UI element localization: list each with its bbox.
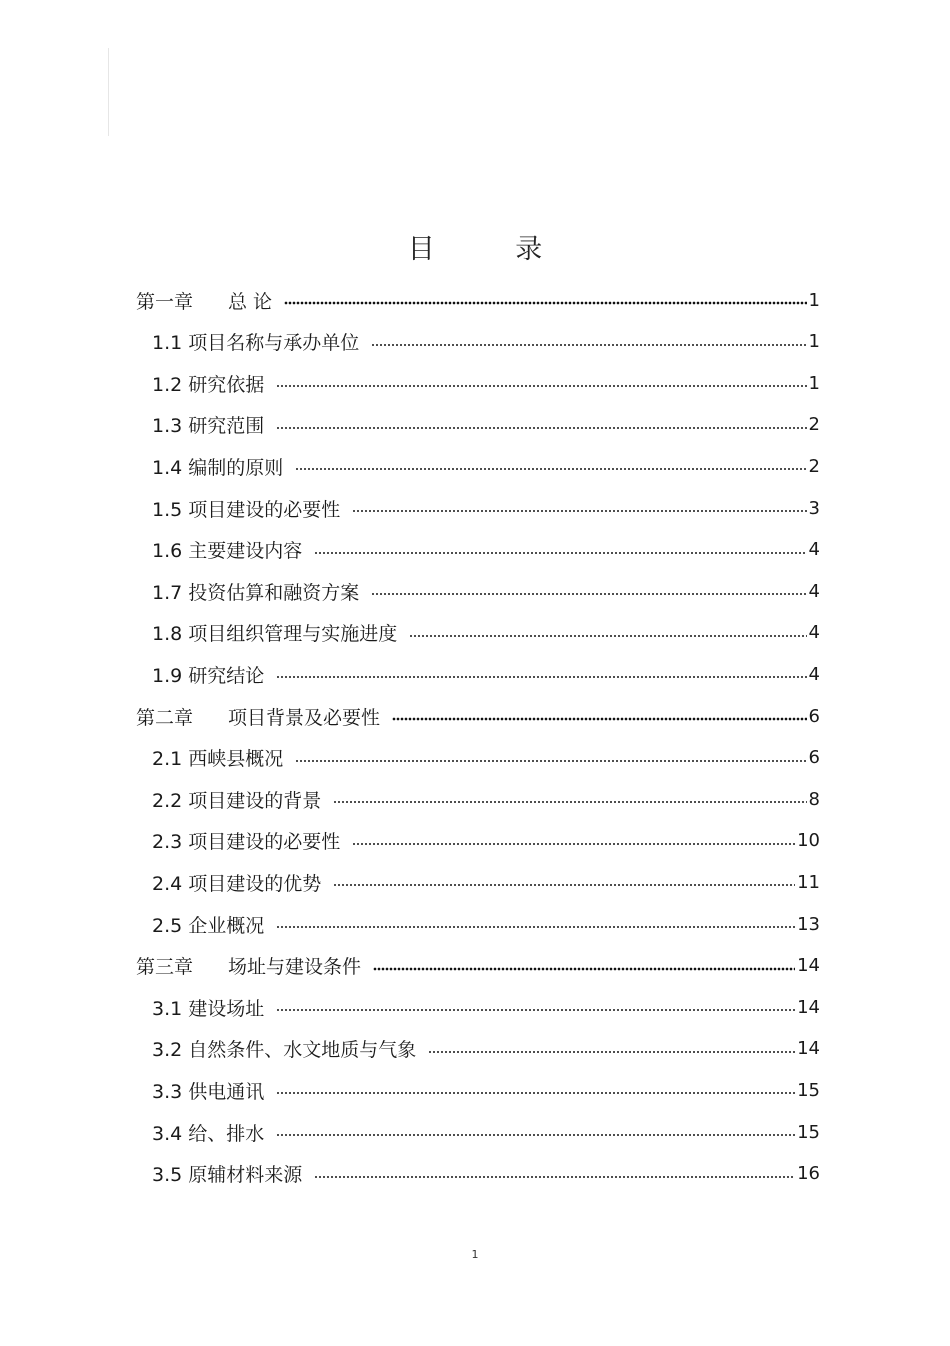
- toc-entry-label: 2.3 项目建设的必要性: [152, 831, 341, 854]
- toc-page-number: 15: [797, 1079, 820, 1101]
- toc-entry-label: 3.2 自然条件、水文地质与气象: [152, 1039, 417, 1062]
- dot-leader: [373, 963, 795, 975]
- toc-section-entry[interactable]: [152, 573, 820, 609]
- toc-page-number: 4: [808, 539, 820, 561]
- toc-entry-label: 1.7 投资估算和融资方案: [152, 581, 360, 604]
- dot-leader: [276, 380, 806, 392]
- margin-rule: [108, 48, 109, 136]
- toc-entry-label: 2.2 项目建设的背景: [152, 789, 322, 812]
- toc-section-entry[interactable]: [152, 365, 820, 401]
- toc-page-number: 14: [797, 1038, 820, 1060]
- chapter-number: 第二章: [136, 706, 194, 729]
- toc-entry-label: 1.3 研究范围: [152, 415, 265, 438]
- page-number: 1: [471, 1248, 479, 1261]
- toc-section-entry[interactable]: [152, 407, 820, 443]
- toc-page-number: 4: [808, 663, 820, 685]
- dot-leader: [352, 838, 795, 850]
- toc-page-number: 8: [808, 788, 820, 810]
- toc-entry-label: 2.1 西峡县概况: [152, 748, 284, 771]
- dot-leader: [276, 422, 806, 434]
- toc-section-entry[interactable]: [152, 1072, 820, 1108]
- toc-section-entry[interactable]: [152, 781, 820, 817]
- dot-leader: [295, 755, 806, 767]
- toc-page-number: 1: [808, 289, 820, 311]
- toc-entry-label: [136, 952, 373, 979]
- dot-leader: [333, 879, 795, 891]
- toc-page-number: 10: [797, 830, 820, 852]
- dot-leader: [314, 1171, 795, 1183]
- dot-leader: [428, 1046, 795, 1058]
- toc-entry-label: 1.2 研究依据: [152, 373, 265, 396]
- toc-section-entry[interactable]: [152, 864, 820, 900]
- toc-entry-label: 3.1 建设场址: [152, 997, 265, 1020]
- dot-leader: [392, 713, 807, 725]
- toc-section-entry[interactable]: [152, 906, 820, 942]
- toc-entry-label: [136, 703, 392, 730]
- toc-page-number: 1: [808, 331, 820, 353]
- toc-page-number: 16: [797, 1163, 820, 1185]
- dot-leader: [371, 588, 806, 600]
- toc-section-entry[interactable]: [152, 740, 820, 776]
- toc-entry-label: [136, 287, 284, 314]
- dot-leader: [314, 547, 806, 559]
- toc-entry-label: 2.4 项目建设的优势: [152, 872, 322, 895]
- toc-chapter-entry[interactable]: [136, 282, 820, 318]
- toc-entry-label: 1.4 编制的原则: [152, 456, 284, 479]
- toc-page-number: 3: [808, 497, 820, 519]
- dot-leader: [276, 1004, 795, 1016]
- toc-page-number: 14: [797, 996, 820, 1018]
- dot-leader: [276, 921, 795, 933]
- dot-leader: [371, 339, 806, 351]
- toc-entry-label: 1.5 项目建设的必要性: [152, 498, 341, 521]
- dot-leader: [295, 463, 806, 475]
- toc-page-number: 4: [808, 580, 820, 602]
- toc-section-entry[interactable]: [152, 1031, 820, 1067]
- toc-section-entry[interactable]: [152, 448, 820, 484]
- toc-section-entry[interactable]: [152, 823, 820, 859]
- toc-entry-label: 2.5 企业概况: [152, 914, 265, 937]
- toc-page-number: 1: [808, 372, 820, 394]
- dot-leader: [276, 1129, 795, 1141]
- chapter-title: 项目背景及必要性: [228, 706, 381, 729]
- dot-leader: [276, 1087, 795, 1099]
- toc-section-entry[interactable]: [152, 532, 820, 568]
- toc-section-entry[interactable]: [152, 615, 820, 651]
- toc-section-entry[interactable]: [152, 324, 820, 360]
- toc-chapter-entry[interactable]: [136, 698, 820, 734]
- dot-leader: [352, 505, 806, 517]
- toc-title: 目 录: [407, 234, 579, 265]
- toc-section-entry[interactable]: [152, 1156, 820, 1192]
- chapter-title: 场址与建设条件: [228, 956, 362, 979]
- dot-leader: [409, 630, 806, 642]
- toc-section-entry[interactable]: [152, 989, 820, 1025]
- toc-page-number: 11: [797, 871, 820, 893]
- toc-section-entry[interactable]: [152, 1114, 820, 1150]
- toc-page-number: 13: [797, 913, 820, 935]
- toc-page-number: 6: [808, 747, 820, 769]
- toc-page-number: 6: [808, 705, 820, 727]
- toc-page-number: 4: [808, 622, 820, 644]
- toc-section-entry[interactable]: [152, 656, 820, 692]
- toc-entry-label: 3.5 原辅材料来源: [152, 1164, 303, 1187]
- toc-entry-label: 3.3 供电通讯: [152, 1080, 265, 1103]
- dot-leader: [276, 671, 806, 683]
- toc-entry-label: 1.6 主要建设内容: [152, 540, 303, 563]
- toc-section-entry[interactable]: [152, 490, 820, 526]
- toc-page-number: 2: [808, 455, 820, 477]
- toc-entry-label: 1.8 项目组织管理与实施进度: [152, 623, 398, 646]
- chapter-title: 总 论: [228, 290, 273, 313]
- dot-leader: [284, 297, 807, 309]
- toc-entry-label: 1.1 项目名称与承办单位: [152, 332, 360, 355]
- toc-page-number: 2: [808, 414, 820, 436]
- chapter-number: 第一章: [136, 290, 194, 313]
- toc-page-number: 15: [797, 1121, 820, 1143]
- chapter-number: 第三章: [136, 956, 194, 979]
- dot-leader: [333, 796, 806, 808]
- toc-entry-label: 1.9 研究结论: [152, 664, 265, 687]
- toc-chapter-entry[interactable]: [136, 948, 820, 984]
- toc-page-number: 14: [797, 955, 820, 977]
- toc-entry-label: 3.4 给、排水: [152, 1122, 265, 1145]
